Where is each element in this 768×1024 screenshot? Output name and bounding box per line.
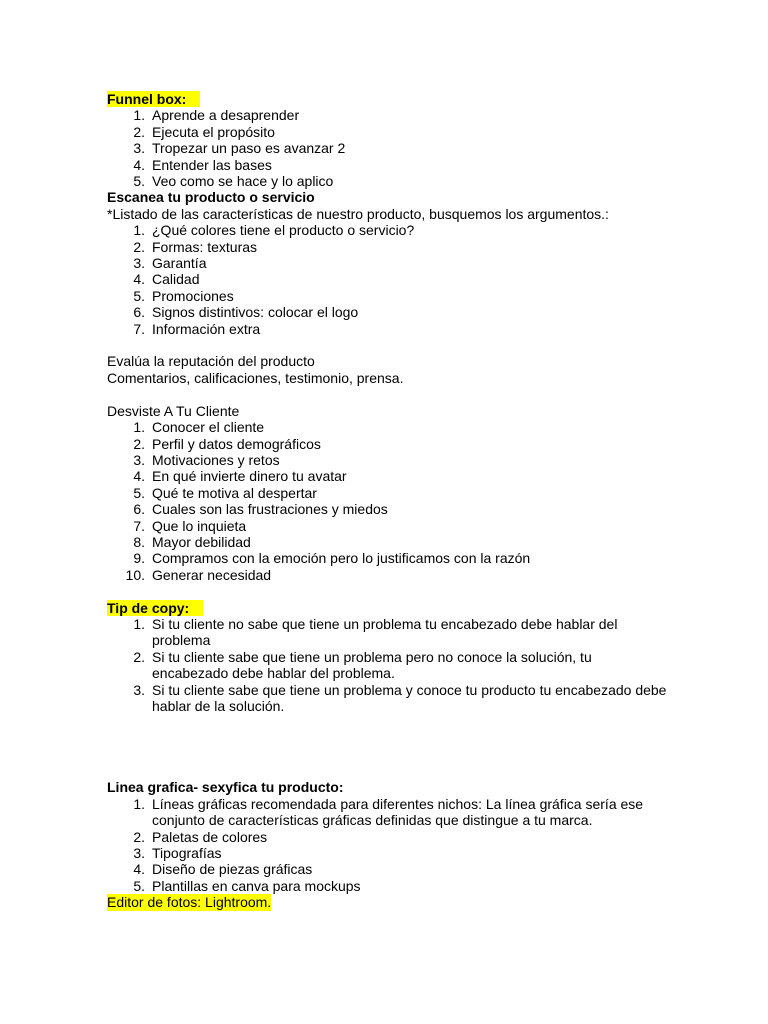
- escanea-list: [107, 222, 687, 337]
- linea-heading: Linea grafica- sexyfica tu producto:: [107, 779, 344, 796]
- spacer: [107, 386, 687, 402]
- document-content: [107, 91, 687, 911]
- funnel-heading-line: [107, 91, 687, 107]
- list-item: 2. Si tu cliente sabe que tiene un problema pero no conoce la solución, tu encabezado debe hablar del problema.: [133, 648, 592, 682]
- list-item: 2. Paletas de colores: [133, 828, 268, 845]
- escanea-intro: *Listado de las características de nuestro producto, busquemos los argumentos.:: [107, 205, 609, 222]
- list-item: 3. Si tu cliente sabe que tiene un problema y conoce tu producto tu encabezado debe hablar de la solución.: [133, 681, 667, 714]
- escanea-heading: Escanea tu producto o servicio: [107, 189, 315, 206]
- list-item: 9. Compramos con la emoción pero lo justificamos con la razón: [133, 550, 531, 567]
- editor-note: Editor de fotos: Lightroom.: [107, 894, 272, 911]
- desviste-heading: Desviste A Tu Cliente: [107, 402, 240, 419]
- list-item: 3. Tropezar un paso es avanzar 2: [133, 140, 346, 157]
- tip-heading-line: [107, 600, 687, 616]
- list-item: 1. ¿Qué colores tiene el producto o servicio?: [133, 222, 415, 239]
- desviste-list: [107, 419, 687, 583]
- tip-heading: Tip de copy:: [107, 600, 203, 616]
- list-item: 6. Signos distintivos: colocar el logo: [133, 304, 359, 321]
- list-item: 1. Si tu cliente no sabe que tiene un problema tu encabezado debe hablar del problema: [133, 615, 618, 649]
- list-item: 5. Qué te motiva al despertar: [133, 484, 317, 501]
- list-item: 5. Promociones: [133, 287, 234, 304]
- list-item: 6. Cuales son las frustraciones y miedos: [133, 501, 388, 518]
- list-item: 2. Ejecuta el propósito: [133, 123, 275, 140]
- list-item: 4. En qué invierte dinero tu avatar: [133, 468, 347, 485]
- list-item: 2. Formas: texturas: [133, 238, 258, 255]
- list-item: 1. Aprende a desaprender: [133, 107, 300, 124]
- list-item: 4. Diseño de piezas gráficas: [133, 861, 313, 878]
- spacer: [107, 714, 687, 779]
- list-item: 1. Conocer el cliente: [133, 419, 265, 436]
- editor-line: [107, 894, 687, 910]
- list-item: 7. Que lo inquieta: [133, 517, 247, 534]
- list-item: 7. Información extra: [133, 320, 261, 337]
- funnel-heading: Funnel box:: [107, 91, 200, 107]
- tip-list: [107, 616, 687, 714]
- list-item: 1. Líneas gráficas recomendada para diferentes nichos: La línea gráfica sería ese conjunto de características gráficas definidas que distingue a tu marca.: [133, 795, 644, 829]
- list-item: 3. Motivaciones y retos: [133, 451, 280, 468]
- spacer: [107, 583, 687, 599]
- list-item: 5. Plantillas en canva para mockups: [133, 877, 361, 894]
- list-item: 4. Entender las bases: [133, 156, 272, 173]
- reputacion-line-1: Evalúa la reputación del producto: [107, 353, 315, 370]
- linea-list: [107, 796, 687, 894]
- spacer: [107, 337, 687, 353]
- list-item: 5. Veo como se hace y lo aplico: [133, 173, 334, 190]
- list-item: 2. Perfil y datos demográficos: [133, 435, 321, 452]
- list-item: 4. Calidad: [133, 271, 200, 288]
- list-item: 8. Mayor debilidad: [133, 533, 251, 550]
- list-item: 3. Tipografías: [133, 845, 222, 862]
- list-item: 10. Generar necesidad: [125, 566, 272, 583]
- list-item: 3. Garantía: [133, 255, 207, 272]
- reputacion-line-2: Comentarios, calificaciones, testimonio, prensa.: [107, 369, 404, 386]
- funnel-list: [107, 107, 687, 189]
